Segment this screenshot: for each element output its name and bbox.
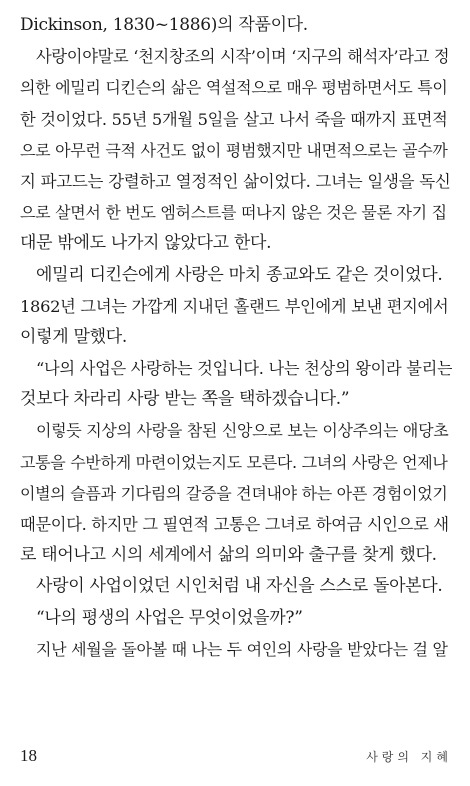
page-number: 18 [20, 746, 37, 765]
text-line: 사랑이야말로 ‘천지창조의 시작’이며 ‘지구의 해석자’라고 정 [36, 47, 450, 67]
text-line: 에밀리 디킨슨에게 사랑은 마치 종교와도 같은 것이었다. [36, 264, 443, 285]
text-line: “나의 사업은 사랑하는 것입니다. 나는 천상의 왕이라 불리는 [36, 359, 452, 379]
text-line: 지난 세월을 돌아볼 때 나는 두 여인의 사랑을 받았다는 걸 알 [36, 639, 448, 659]
text-line: 대문 밖에도 나가지 않았다고 한다. [20, 233, 272, 254]
text-line: 으로 아무런 극적 사건도 없이 평범했지만 내면적으로는 골수까 [20, 140, 448, 160]
text-line: 것보다 차라리 사랑 받는 쪽을 택하겠습니다.” [20, 389, 350, 410]
text-line: Dickinson, 1830~1886)의 작품이다. [20, 15, 308, 35]
text-line: 사랑이 사업이었던 시인처럼 내 자신을 스스로 돌아본다. [36, 576, 443, 597]
text-line: “나의 평생의 사업은 무엇이었을까?” [36, 607, 303, 628]
text-line: 지 파고드는 강렬하고 열정적인 삶이었다. 그녀는 일생을 독신 [20, 171, 451, 191]
text-line: 로 태어나고 시의 세계에서 삶의 의미와 출구를 찾게 했다. [20, 545, 437, 566]
book-page [20, 0, 452, 786]
text-line: 의한 에밀리 디킨슨의 삶은 역설적으로 매우 평범하면서도 특이 [20, 78, 448, 98]
text-line: 한 것이었다. 55년 5개월 5일을 살고 나서 죽을 때까지 표면적 [20, 109, 448, 129]
page-footer [20, 746, 452, 768]
text-line: 이렇듯 지상의 사랑을 참된 신앙으로 보는 이상주의는 애당초 [36, 421, 449, 441]
text-line: 이렇게 말했다. [20, 326, 127, 347]
text-line: 때문이다. 하지만 그 필연적 고통은 그녀로 하여금 시인으로 새 [20, 515, 449, 534]
text-line: 으로 살면서 한 번도 엠허스트를 떠나지 않은 것은 물론 자기 집 [20, 203, 447, 223]
running-title: 사랑의 지혜 [366, 750, 452, 764]
body-text [20, 10, 452, 665]
text-line: 1862년 그녀는 가깝게 지내던 홀랜드 부인에게 보낸 편지에서 [20, 296, 449, 316]
text-line: 이별의 슬픔과 기다림의 갈증을 견뎌내야 하는 아픈 경험이었기 [20, 483, 448, 503]
text-line: 고통을 수반하게 마련이었는지도 모른다. 그녀의 사랑은 언제나 [20, 452, 448, 472]
